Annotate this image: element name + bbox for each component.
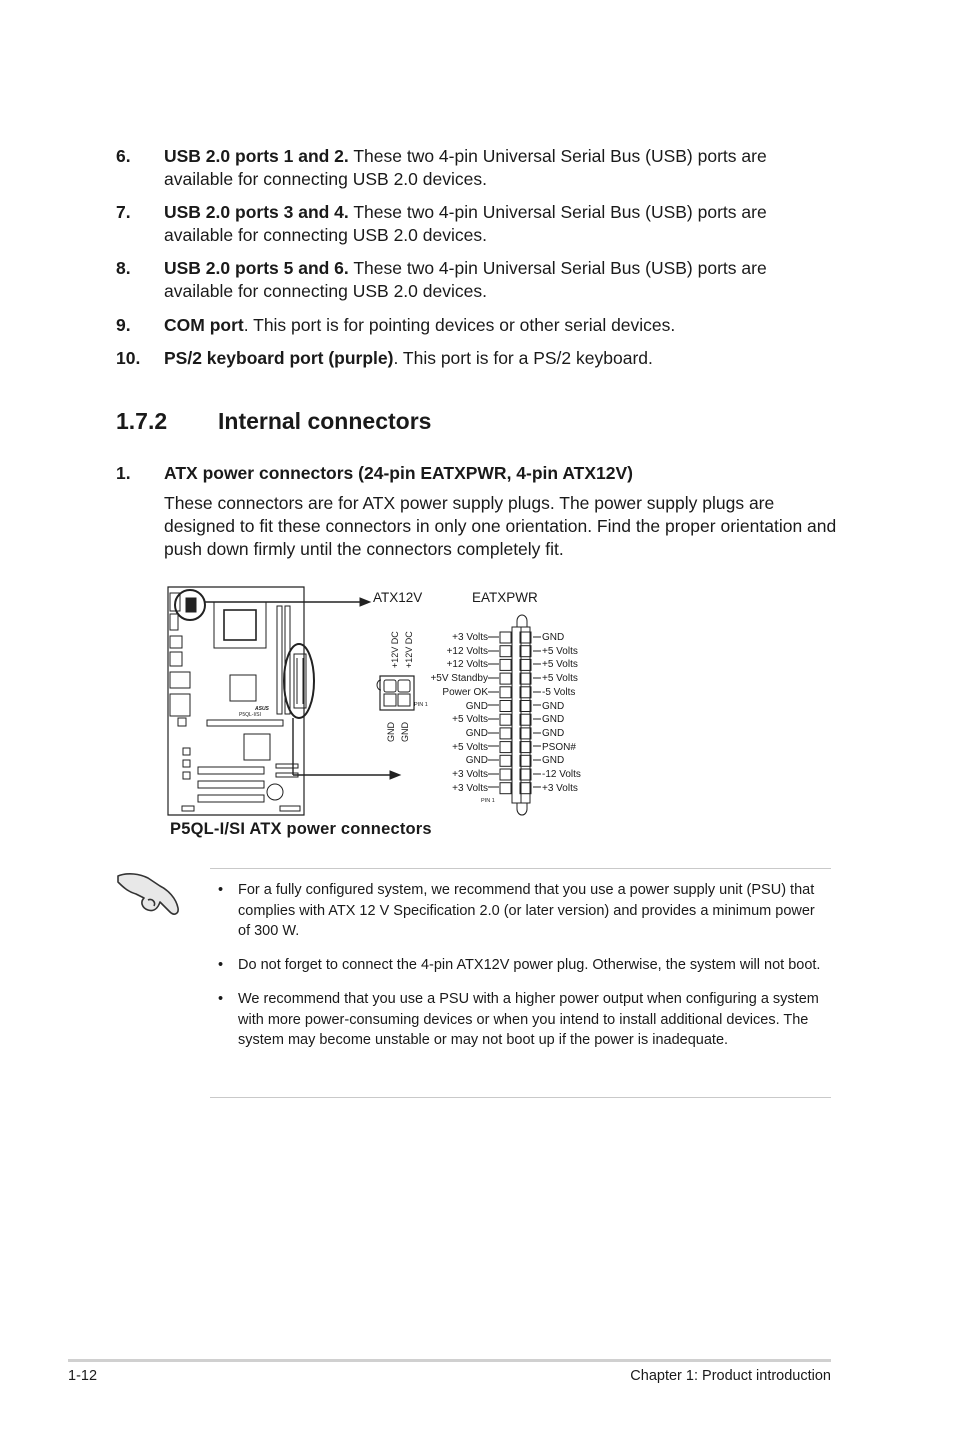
pin-label: -5 Volts xyxy=(542,686,576,698)
list-number: 7. xyxy=(116,202,131,222)
pin-label: GND xyxy=(465,727,488,739)
eatxpwr-label: EATXPWR xyxy=(472,590,538,605)
atx12v-pin-label: GND xyxy=(386,722,396,742)
pin-label: +3 Volts xyxy=(452,632,488,643)
section-number: 1.7.2 xyxy=(116,408,168,434)
pin-label: +5 Volts xyxy=(452,714,488,726)
chapter-title: Chapter 1: Product introduction xyxy=(630,1368,831,1384)
note-top-divider xyxy=(210,868,831,869)
eatxpwr-right-pin-labels xyxy=(542,631,612,795)
note-item xyxy=(218,989,830,1051)
pin-label: +3 Volts xyxy=(542,782,578,794)
list-item-title: USB 2.0 ports 5 and 6. xyxy=(164,258,349,278)
connector-description: These connectors are for ATX power supply plugs. The power supply plugs are designed to fit these connectors in only one orientation. Find the proper orientation and push down firmly until the connectors completely fit. xyxy=(164,493,837,559)
atx12v-pin-label: +12V DC xyxy=(404,631,414,668)
list-item xyxy=(116,347,836,370)
motherboard-illustration xyxy=(168,587,314,815)
pin-label: +5 Volts xyxy=(542,673,578,685)
notes-list xyxy=(218,880,830,1064)
hand-note-icon xyxy=(114,868,182,918)
note-text: Do not forget to connect the 4-pin ATX12V power plug. Otherwise, the system will not boot. xyxy=(238,957,821,973)
pin-label: +3 Volts xyxy=(452,769,488,781)
list-item xyxy=(116,145,836,191)
note-text: For a fully configured system, we recommend that you use a power supply unit (PSU) that complies with ATX 12 V Specification 2.0 (or later version) and provides a minimum power of 300 W. xyxy=(238,882,815,939)
pin-label: -12 Volts xyxy=(542,769,581,781)
list-item-text: . This port is for a PS/2 keyboard. xyxy=(393,348,653,368)
bullet: • xyxy=(218,991,224,1007)
pin-label: GND xyxy=(542,755,565,767)
atx12v-label: ATX12V xyxy=(373,590,423,605)
list-number: 8. xyxy=(116,258,131,278)
note-text: We recommend that you use a PSU with a higher power output when configuring a system with more power-consuming devices or when you intend to install additional devices. The system may become unstable or may not boot up if the power is inadequate. xyxy=(238,991,819,1048)
pin-label: GND xyxy=(465,755,488,767)
list-item xyxy=(116,314,836,337)
note-item xyxy=(218,880,830,942)
connector-title: ATX power connectors (24-pin EATXPWR, 4-pin ATX12V) xyxy=(164,463,633,483)
pin-label: Power OK xyxy=(442,686,488,698)
atx12v-pin-label: +12V DC xyxy=(390,631,400,668)
bullet: • xyxy=(218,957,224,973)
list-item-text: . This port is for pointing devices or other serial devices. xyxy=(243,315,676,335)
pin-label: GND xyxy=(542,714,565,726)
atx12v-pin1-label: PIN 1 xyxy=(414,702,428,708)
eatxpwr-pin1-label: PIN 1 xyxy=(481,798,495,804)
pin-label: +5 Volts xyxy=(452,741,488,753)
list-item-text: These two 4-pin Universal Serial Bus (USB) ports are available for connecting USB 2.0 devices. xyxy=(164,146,767,189)
list-number: 10. xyxy=(116,348,141,368)
pin-label: +5V Standby xyxy=(430,673,488,685)
list-item-title: COM port xyxy=(164,315,244,335)
list-item-text: These two 4-pin Universal Serial Bus (USB) ports are available for connecting USB 2.0 devices. xyxy=(164,258,767,301)
pin-label: +5 Volts xyxy=(542,659,578,671)
board-logo: ASUS xyxy=(255,706,269,712)
pin-label: GND xyxy=(542,727,565,739)
pin-label: +12 Volts xyxy=(446,645,488,657)
pin-label: +12 Volts xyxy=(446,659,488,671)
diagram-caption: P5QL-I/SI ATX power connectors xyxy=(170,820,432,838)
pin-label: GND xyxy=(465,700,488,712)
list-item-title: USB 2.0 ports 3 and 4. xyxy=(164,202,349,222)
bullet: • xyxy=(218,882,224,898)
list-item-title: PS/2 keyboard port (purple) xyxy=(164,348,394,368)
page-number: 1-12 xyxy=(68,1368,98,1384)
list-item-title: USB 2.0 ports 1 and 2. xyxy=(164,146,349,166)
note-item xyxy=(218,955,830,976)
pin-label: PSON# xyxy=(542,741,576,753)
list-item xyxy=(116,257,836,303)
list-number: 6. xyxy=(116,146,131,166)
board-model: P5QL-I/SI xyxy=(239,712,261,718)
list-number: 9. xyxy=(116,315,131,335)
eatxpwr-pin-grid xyxy=(499,631,533,797)
list-number: 1. xyxy=(116,463,131,483)
atx12v-pin-label: GND xyxy=(400,722,410,742)
list-item-text: These two 4-pin Universal Serial Bus (USB) ports are available for connecting USB 2.0 devices. xyxy=(164,202,767,245)
footer-divider xyxy=(68,1359,831,1362)
section-title: Internal connectors xyxy=(218,408,432,434)
list-item xyxy=(116,201,836,247)
pin-label: +3 Volts xyxy=(452,782,488,794)
atx-power-diagram xyxy=(160,578,600,818)
pin-label: GND xyxy=(542,632,565,643)
note-bottom-divider xyxy=(210,1097,831,1098)
pin-label: +5 Volts xyxy=(542,645,578,657)
eatxpwr-left-pin-labels xyxy=(400,631,488,795)
connector-item xyxy=(116,462,836,485)
pin-label: GND xyxy=(542,700,565,712)
